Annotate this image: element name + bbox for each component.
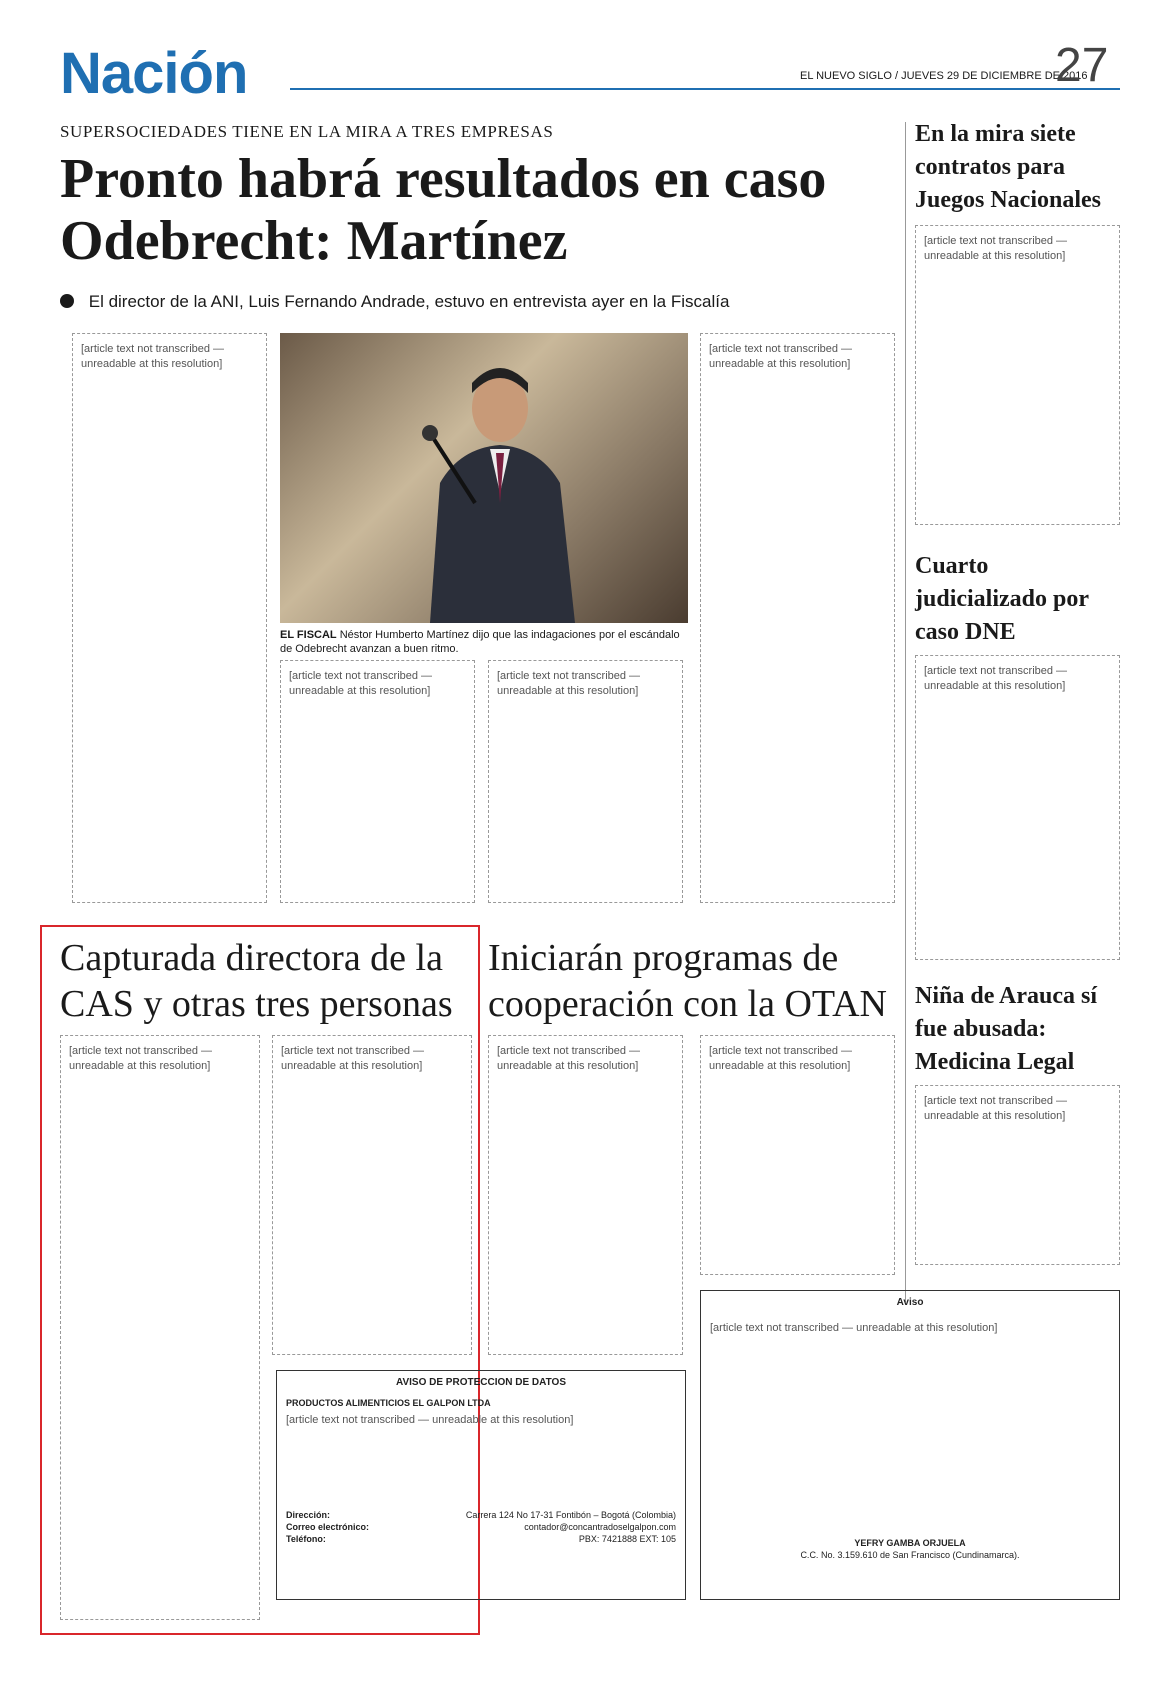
notice-aviso-signature: YEFRY GAMBA ORJUELA bbox=[854, 1538, 966, 1548]
sidebar-headline-2: Cuarto judicializado por caso DNE bbox=[915, 553, 1089, 645]
sidebar-headline-3: Niña de Arauca sí fue abusada: Medicina Legal bbox=[915, 983, 1098, 1075]
otan-headline: Iniciarán programas de cooperación con la OTAN bbox=[488, 937, 887, 1025]
notice-direccion-label: Dirección: bbox=[286, 1510, 331, 1520]
cas-column-1: [article text not transcribed — unreadable at this resolution] bbox=[60, 1035, 260, 1620]
lead-column-4: [article text not transcribed — unreadable at this resolution] bbox=[700, 333, 895, 903]
notice-telefono-value: PBX: 7421888 EXT: 105 bbox=[578, 1534, 676, 1544]
notice-data-address-row bbox=[286, 1509, 676, 1521]
lead-photo bbox=[280, 333, 688, 623]
notice-telefono-label: Teléfono: bbox=[286, 1534, 326, 1544]
notice-aviso bbox=[700, 1290, 1120, 1600]
lead-headline: Pronto habrá resultados en caso Odebrecht: Martínez bbox=[60, 148, 827, 272]
caption-text: Néstor Humberto Martínez dijo que las indagaciones por el escándalo de Odebrecht avanzan a buen ritmo. bbox=[280, 629, 680, 655]
lead-deck-text: El director de la ANI, Luis Fernando Andrade, estuvo en entrevista ayer en la Fiscalía bbox=[88, 292, 730, 311]
lead-column-3: [article text not transcribed — unreadable at this resolution] bbox=[488, 660, 683, 903]
sidebar-body-2: [article text not transcribed — unreadable at this resolution] bbox=[915, 655, 1120, 960]
bullet-icon bbox=[60, 294, 74, 308]
notice-data-title: AVISO DE PROTECCION DE DATOS bbox=[395, 1377, 567, 1388]
cas-column-2: [article text not transcribed — unreadable at this resolution] bbox=[272, 1035, 472, 1355]
lead-deck bbox=[60, 292, 729, 312]
notice-data-phone-row bbox=[286, 1533, 676, 1545]
section-title: Nación bbox=[60, 41, 248, 106]
photo-caption bbox=[280, 628, 688, 656]
notice-data-email-row bbox=[286, 1521, 676, 1533]
notice-correo-value: contador@concantradoselgalpon.com bbox=[524, 1522, 676, 1532]
sidebar-body-1: [article text not transcribed — unreadable at this resolution] bbox=[915, 225, 1120, 525]
caption-lead: EL FISCAL bbox=[280, 629, 337, 641]
notice-correo-label: Correo electrónico: bbox=[286, 1522, 370, 1532]
notice-data-body: [article text not transcribed — unreadable at this resolution] bbox=[286, 1414, 574, 1426]
otan-column-2: [article text not transcribed — unreadable at this resolution] bbox=[700, 1035, 895, 1275]
notice-direccion-value: Carrera 124 No 17-31 Fontibón – Bogotá (Colombia) bbox=[465, 1510, 676, 1520]
notice-aviso-body: [article text not transcribed — unreadable at this resolution] bbox=[710, 1322, 998, 1334]
issue-date: EL NUEVO SIGLO / JUEVES 29 DE DICIEMBRE DE 2016 bbox=[800, 70, 1088, 82]
lead-column-2: [article text not transcribed — unreadable at this resolution] bbox=[280, 660, 475, 903]
masthead-rule bbox=[290, 88, 1120, 90]
page-number: 27 bbox=[1055, 39, 1109, 92]
sidebar-headline-1: En la mira siete contratos para Juegos Nacionales bbox=[915, 121, 1101, 213]
lead-column-1: [article text not transcribed — unreadable at this resolution] bbox=[72, 333, 267, 903]
otan-column-1: [article text not transcribed — unreadable at this resolution] bbox=[488, 1035, 683, 1355]
notice-data-protection bbox=[276, 1370, 686, 1600]
sidebar-rule bbox=[905, 122, 906, 1302]
sidebar-body-3: [article text not transcribed — unreadable at this resolution] bbox=[915, 1085, 1120, 1265]
notice-data-company: PRODUCTOS ALIMENTICIOS EL GALPON LTDA bbox=[286, 1398, 491, 1408]
notice-aviso-id: C.C. No. 3.159.610 de San Francisco (Cundinamarca). bbox=[800, 1550, 1020, 1560]
cas-headline: Capturada directora de la CAS y otras tres personas bbox=[60, 937, 453, 1025]
lead-kicker: SUPERSOCIEDADES TIENE EN LA MIRA A TRES EMPRESAS bbox=[60, 122, 554, 141]
speaker-figure-icon bbox=[400, 353, 590, 623]
notice-aviso-title: Aviso bbox=[896, 1297, 924, 1308]
